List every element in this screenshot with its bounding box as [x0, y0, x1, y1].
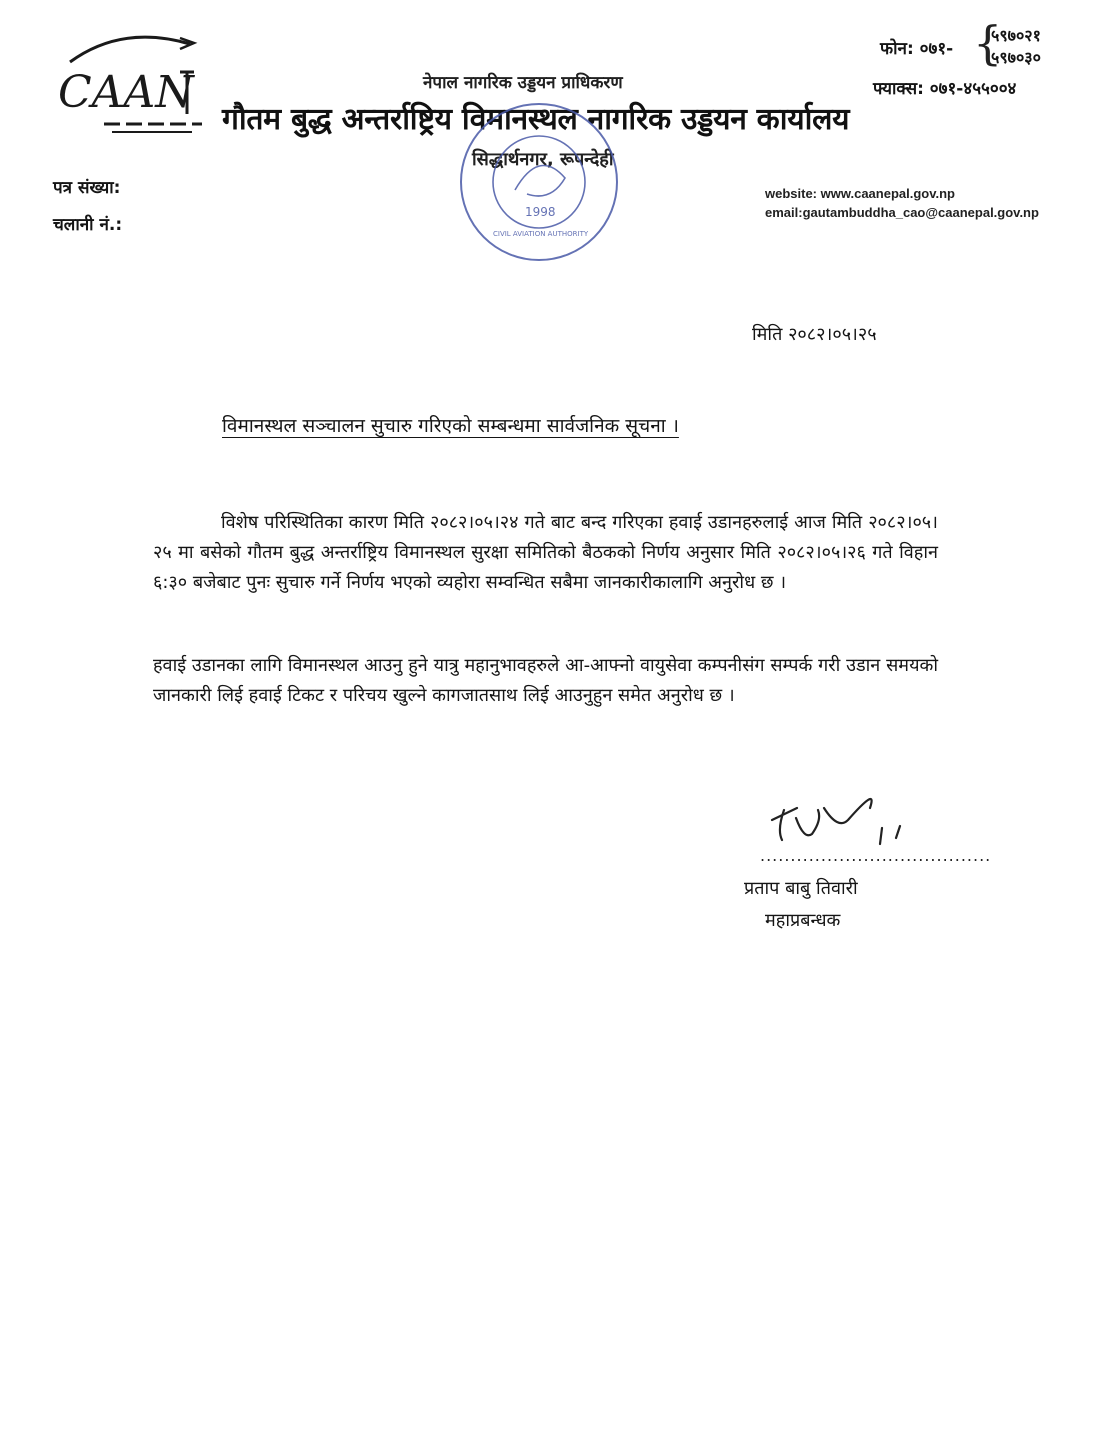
office-location: सिद्धार्थनगर, रूपन्देही — [472, 149, 614, 170]
website: website: www.caanepal.gov.np — [765, 186, 955, 201]
letter-paragraph-1: विशेष परिस्थितिका कारण मिति २०८२।०५।२४ गते बाट बन्द गरिएका हवाई उडानहरुलाई आज मिति २०८२।०५।२५ मा बसेको गौतम बुद्ध अन्तर्राष्ट्रिय विमानस्थल सुरक्षा समितिको बैठकको निर्णय अनुसार मिति २०८२।०५।२६ गते विहान ६:३० बजेबाट पुनः सुचारु गर्ने निर्णय भएको व्यहोरा सम्वन्धित सबैमा जानकारीकालागि अनुरोध छ । — [153, 512, 938, 593]
caan-logo — [52, 32, 212, 142]
email: email:gautambuddha_cao@caanepal.gov.np — [765, 205, 1039, 220]
office-stamp — [455, 98, 623, 266]
logo-text: CAAN — [58, 67, 194, 118]
fax-number: फ्याक्स: ०७१-४५५००४ — [873, 79, 1017, 99]
phone-brace: { — [973, 16, 1003, 70]
office-title: गौतम बुद्ध अन्तर्राष्ट्रिय विमानस्थल नागरिक उड्डयन कार्यालय — [222, 102, 850, 137]
dispatch-number-label: चलानी नं.: — [53, 215, 123, 235]
signatory-name: प्रताप बाबु तिवारी — [744, 878, 858, 899]
signature-line: ...................................... — [760, 846, 992, 865]
signatory-designation: महाप्रबन्धक — [765, 910, 841, 931]
authority-name: नेपाल नागरिक उड्डयन प्राधिकरण — [423, 73, 623, 93]
phone-number-2: ५९७०३० — [991, 48, 1041, 67]
phone-number-1: ५९७०२१ — [991, 26, 1041, 45]
phone-label: फोन: ०७१- — [880, 39, 954, 59]
letter-paragraph-2: हवाई उडानका लागि विमानस्थल आउनु हुने यात्रु महानुभावहरुले आ-आफ्नो वायुसेवा कम्पनीसंग सम्पर्क गरी उडान समयको जानकारी लिई हवाई टिकट र परिचय खुल्ने कागजातसाथ लिई आउनुहुन समेत अनुरोध छ । — [153, 655, 938, 706]
stamp-year: 1998 — [525, 205, 556, 219]
letter-subject: विमानस्थल सञ्चालन सुचारु गरिएको सम्बन्धमा सार्वजनिक सूचना । — [222, 415, 679, 437]
letter-date: मिति २०८२।०५।२५ — [752, 324, 877, 345]
stamp-text: CIVIL AVIATION AUTHORITY — [493, 230, 589, 238]
letter-number-label: पत्र संख्या: — [53, 178, 121, 198]
